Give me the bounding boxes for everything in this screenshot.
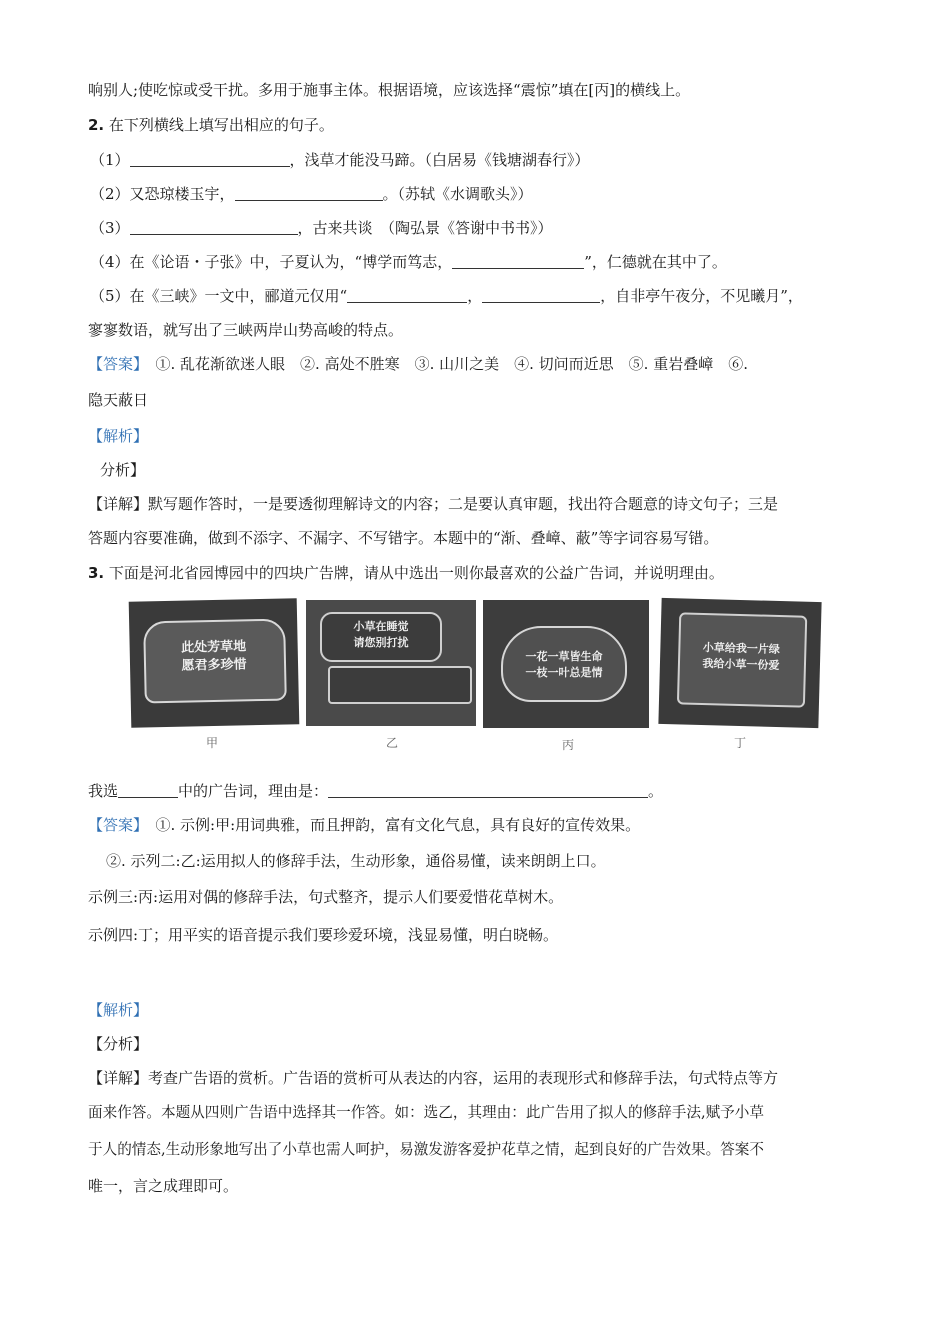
paragraph-line: 唯一，言之成理即可。 [88, 1177, 239, 1195]
question-2-item-1 [90, 150, 590, 170]
answer-tag: 【答案】 [88, 355, 141, 373]
item-text: ，浅草才能没马蹄。（白居易《钱塘湖春行》） [289, 151, 590, 169]
sign-caption: 丁 [733, 736, 746, 750]
sign-photo-yi [306, 600, 476, 726]
sign-photo-bing [483, 600, 649, 728]
question-2-answer-cont: 隐天蔽日 [88, 391, 149, 409]
sign-board [328, 666, 472, 704]
prompt-text: 我选 [88, 782, 119, 800]
question-number: 3. [88, 564, 105, 582]
question-text: 下面是河北省园博园中的四块广告牌，请从中选出一则你最喜欢的公益广告词，并说明理由。 [104, 564, 724, 582]
sign-text: 请您别打扰 [353, 636, 409, 649]
paragraph-line: 响别人;使吃惊或受干扰。多用于施事主体。根据语境，应该选择“震惊”填在[丙]的横线上。 [88, 81, 691, 99]
detail-text: 默写题作答时，一是要透彻理解诗文的内容；二是要认真审题，找出符合题意的诗文句子；三是 [148, 495, 779, 513]
sign-photo-ding [658, 598, 821, 728]
answer-blank[interactable] [452, 253, 584, 269]
detail-tag: 【详解】 [88, 1069, 149, 1087]
answer-blank[interactable] [130, 151, 290, 167]
answer-blank[interactable] [482, 287, 600, 303]
question-2-item-3 [90, 218, 553, 238]
question-2-item-4 [90, 252, 727, 272]
answer-blank[interactable] [118, 782, 178, 798]
question-3-detail [88, 1068, 778, 1088]
sign-text: 一花一草皆生命 [525, 650, 603, 663]
sign-text: 愿君多珍惜 [181, 657, 247, 674]
item-text: ，古来共谈 （陶弘景《答谢中书书》） [297, 219, 553, 237]
paragraph-line: 示例四:丁；用平实的语音提示我们要珍爱环境，浅显易懂，明白晓畅。 [88, 926, 559, 944]
answer-blank[interactable] [130, 219, 298, 235]
detail-text: 考查广告语的赏析。广告语的赏析可从表达的内容，运用的表现形式和修辞手法，句式特点等方 [148, 1069, 779, 1087]
item-text: ， [467, 287, 483, 305]
paragraph-line: 寥寥数语，就写出了三峡两岸山势高峻的特点。 [88, 321, 404, 339]
sign-text: 小草给我一片绿 [702, 641, 781, 657]
answer-text: ①. 乱花渐欲迷人眼 ②. 高处不胜寒 ③. 山川之美 ④. 切问而近思 ⑤. 重岩叠嶂 ⑥. [140, 355, 748, 373]
item-text: ，自非亭午夜分，不见曦月”， [600, 287, 803, 305]
sign-text: 一枝一叶总是情 [525, 666, 603, 679]
answer-text: ①. 示例:甲:用词典雅，而且押韵，富有文化气息，具有良好的宣传效果。 [140, 816, 641, 834]
fenxi-tag: 【分析】 [88, 1035, 149, 1053]
item-text: （2）又恐琼楼玉宇， [90, 185, 235, 203]
answer-blank[interactable] [328, 782, 648, 798]
sign-text: 小草在睡觉 [353, 620, 409, 633]
sign-text: 我给小草一份爱 [702, 657, 780, 673]
question-text: 在下列横线上填写出相应的句子。 [104, 116, 334, 134]
question-2-title [88, 115, 334, 135]
paragraph-line: 示例三:丙:运用对偶的修辞手法，句式整齐，提示人们要爱惜花草树木。 [88, 888, 564, 906]
question-3-title [88, 563, 724, 583]
sign-text: 此处芳草地 [181, 639, 247, 656]
question-2-answer [88, 354, 748, 374]
answer-blank[interactable] [235, 185, 383, 201]
paragraph-line: ②. 示列二:乙:运用拟人的修辞手法，生动形象，通俗易懂，读来朗朗上口。 [106, 852, 606, 870]
item-text: 。（苏轼《水调歌头》） [382, 185, 533, 203]
sign-caption: 甲 [205, 736, 218, 750]
analysis-tag: 【解析】 [88, 1001, 149, 1019]
item-text: （5）在《三峡》一文中，郦道元仅用“ [90, 287, 348, 305]
paragraph-line: 面来作答。本题从四则广告语中选择其一作答。如：选乙，其理由：此广告用了拟人的修辞手法,赋予小草 [88, 1104, 764, 1121]
detail-tag: 【详解】 [88, 495, 149, 513]
sign-caption: 丙 [561, 738, 574, 752]
item-label: （1） [90, 151, 130, 169]
item-text: （4）在《论语・子张》中，子夏认为，“博学而笃志， [90, 253, 453, 271]
prompt-text: 中的广告词，理由是： [178, 782, 329, 800]
answer-tag: 【答案】 [88, 816, 141, 834]
analysis-tag: 【解析】 [88, 427, 149, 445]
answer-blank[interactable] [347, 287, 467, 303]
question-3-answer [88, 815, 640, 835]
sign-photo-jia [129, 598, 300, 727]
question-3-prompt [88, 781, 663, 801]
item-label: （3） [90, 219, 130, 237]
paragraph-line: 答题内容要准确，做到不添字、不漏字、不写错字。本题中的“渐、叠嶂、蔽”等字词容易写错。 [88, 529, 719, 547]
sign-caption: 乙 [385, 736, 398, 750]
paragraph-line: 于人的情态,生动形象地写出了小草也需人呵护，易激发游客爱护花草之情，起到良好的广告效果。答案不 [88, 1141, 764, 1158]
item-text: ”，仁德就在其中了。 [584, 253, 727, 271]
prompt-text: 。 [648, 782, 664, 800]
question-number: 2. [88, 116, 105, 134]
question-2-item-2 [90, 184, 533, 204]
question-2-detail [88, 494, 778, 514]
question-2-item-5 [90, 286, 803, 306]
fenxi-tag: 分析】 [100, 461, 146, 479]
